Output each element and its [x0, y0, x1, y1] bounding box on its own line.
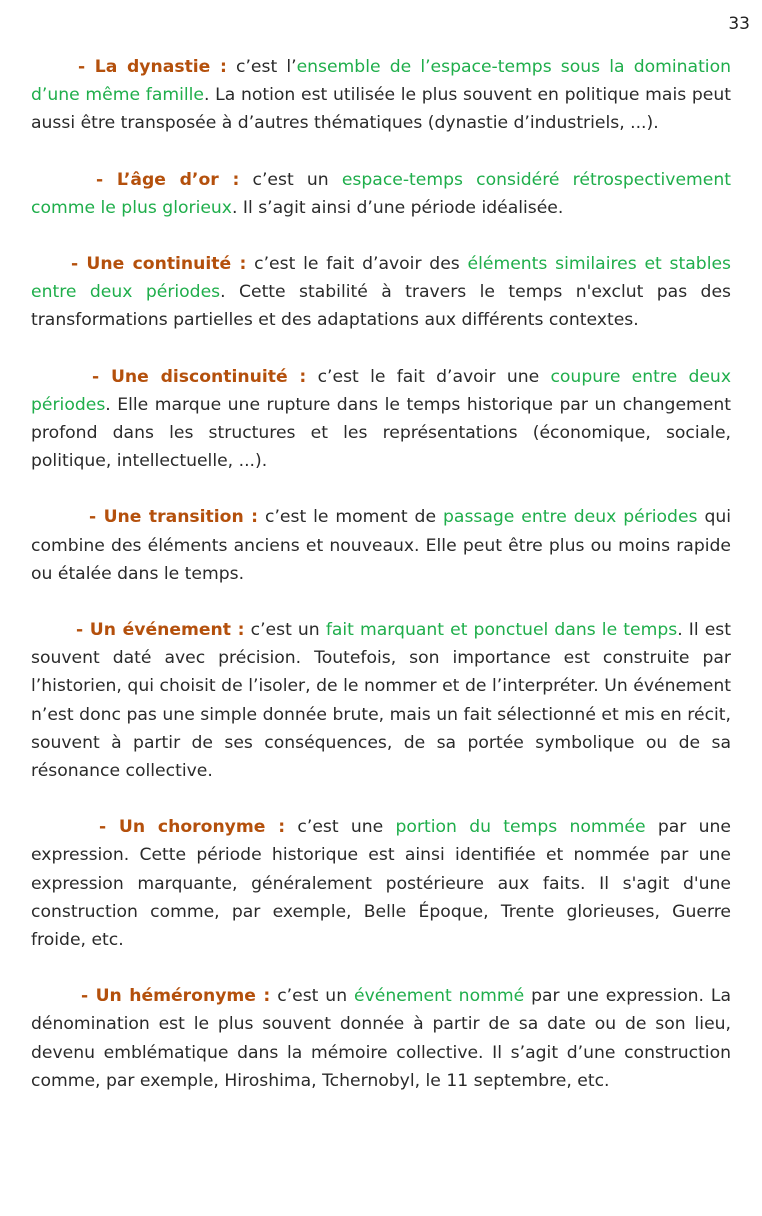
definition-dynastie: [31, 53, 731, 138]
definition-rest: . La notion est utilisée le plus souvent en politique mais peut aussi être transposée à d’autres thématiques (dynastie d’industriels, ...).: [31, 85, 731, 134]
definition-choronyme: [31, 813, 731, 954]
definition-evenement: [31, 616, 731, 785]
definition-rest: par une expression. La dénomination est le plus souvent donnée à partir de sa date ou de son lieu, devenu emblématique dans la mémoire collective. Il s’agit d’une construction comme, par exemple, Hiroshima, Tchernobyl, le 11 septembre, etc.: [31, 986, 731, 1091]
definition-intro: c’est un: [250, 620, 326, 641]
term-label: - Un événement :: [76, 620, 245, 641]
definition-highlight: éléments similaires et stables entre deux périodes: [31, 254, 731, 303]
definition-highlight: portion du temps nommée: [395, 817, 646, 838]
definition-hemeronyme: [31, 982, 731, 1095]
definition-rest: . Cette stabilité à travers le temps n'exclut pas des transformations partielles et des adaptations aux différents contextes.: [31, 282, 731, 331]
definition-intro: c’est le fait d’avoir une: [317, 366, 551, 387]
definition-highlight: événement nommé: [354, 986, 525, 1007]
definition-highlight: espace-temps considéré rétrospectivement comme le plus glorieux: [31, 169, 731, 218]
definition-intro: c’est un: [277, 986, 355, 1007]
definition-rest: par une expression. Cette période historique est ainsi identifiée et nommée par une expression marquante, généralement postérieure aux faits. Il s'agit d'une construction comme, par exemple, Belle Époque, Trente glorieuses, Guerre froide, etc.: [31, 817, 731, 951]
definition-rest: . Il s’agit ainsi d’une période idéalisée.: [231, 197, 564, 218]
definition-highlight: fait marquant et ponctuel dans le temps: [325, 620, 678, 641]
definition-age-d-or: [31, 166, 731, 222]
definition-highlight: ensemble de l’espace-temps sous la domination d’une même famille: [31, 57, 731, 106]
definition-intro: c’est le fait d’avoir des: [254, 254, 468, 275]
definition-rest: . Il est souvent daté avec précision. Toutefois, son importance est construite par l’historien, qui choisit de l’isoler, de le nommer et de l’interpréter. Un événement n’est donc pas une simple donnée brute, mais un fait sélectionné et mis en récit, souvent à partir de ses conséquences, de sa portée symbolique ou de sa résonance collective.: [31, 620, 731, 782]
definitions-list: [31, 53, 731, 1123]
definition-intro: c’est un: [252, 169, 342, 190]
definition-discontinuite: [31, 363, 731, 476]
page-number: 33: [728, 14, 750, 34]
term-label: - Une discontinuité :: [92, 366, 307, 387]
definition-continuite: [31, 250, 731, 335]
definition-intro: c’est l’: [236, 57, 297, 77]
definition-rest: . Elle marque une rupture dans le temps historique par un changement profond dans les structures et les représentations (économique, sociale, politique, intellectuelle, ...).: [31, 394, 731, 472]
term-label: - Une transition :: [89, 507, 259, 528]
term-label: - Un héméronyme :: [81, 986, 271, 1007]
definition-transition: [31, 503, 731, 588]
definition-rest: qui combine des éléments anciens et nouveaux. Elle peut être plus ou moins rapide ou étalée dans le temps.: [31, 507, 732, 584]
term-label: - L’âge d’or :: [96, 169, 240, 190]
definition-highlight: coupure entre deux périodes: [31, 366, 731, 415]
definition-highlight: passage entre deux périodes: [443, 507, 698, 528]
term-label: - Un choronyme :: [99, 817, 286, 838]
definition-intro: c’est une: [297, 817, 396, 838]
term-label: - La dynastie :: [78, 57, 227, 77]
term-label: - Une continuité :: [71, 254, 247, 275]
definition-intro: c’est le moment de: [265, 507, 443, 528]
